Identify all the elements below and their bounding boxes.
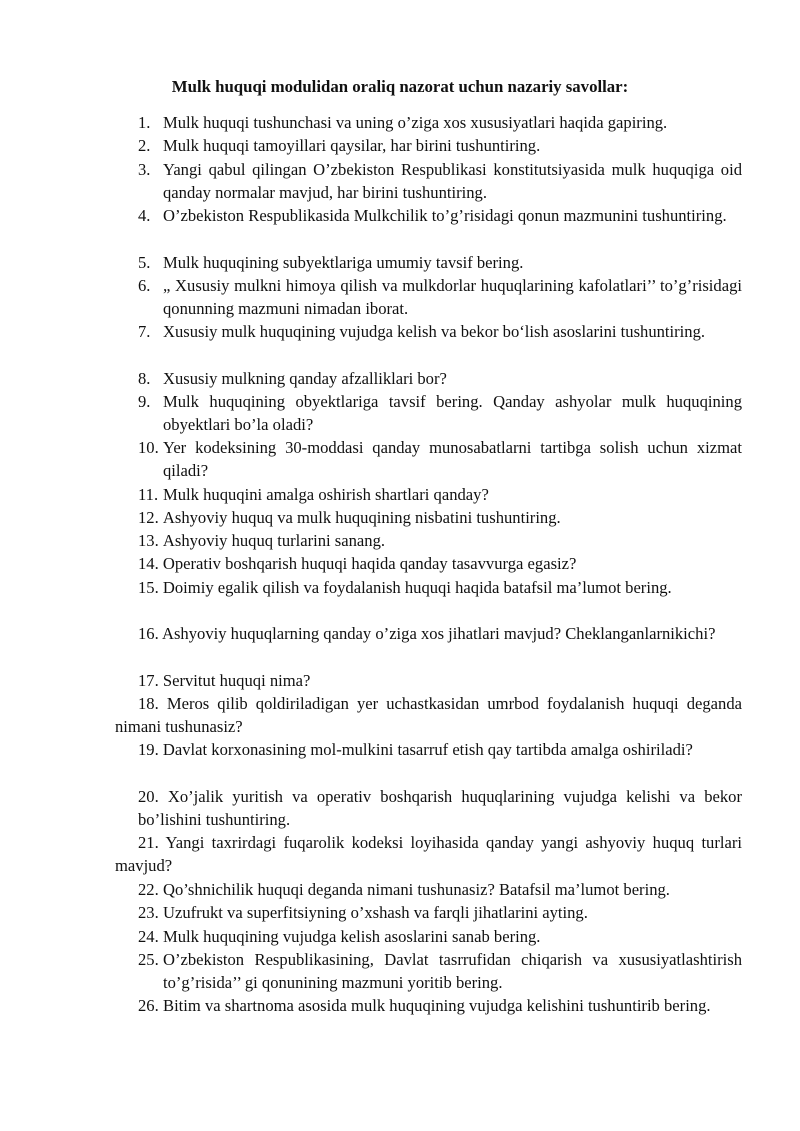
question-text: Mulk huquqini amalga oshirish shartlari qanday? [163, 485, 489, 504]
question-text: Mulk huquqi tamoyillari qaysilar, har birini tushuntiring. [163, 136, 541, 155]
question-number: 23. [138, 903, 159, 922]
question-text: Xo’jalik yuritish va operativ boshqarish huquqlarining vujudga kelishi va bekor bo’lishini tushuntiring. [138, 787, 742, 830]
question-text: Xususiy mulk huquqining vujudga kelish va bekor bo‘lish asoslarini tushuntiring. [163, 322, 706, 341]
question-number: 26. [138, 996, 159, 1015]
question-text: Mulk huquqining vujudga kelish asoslarini sanab bering. [163, 927, 541, 946]
question-number: 20. [138, 787, 159, 806]
question-number: 10. [138, 438, 159, 457]
question-number: 7. [138, 322, 151, 341]
question-text: Xususiy mulkning qanday afzalliklari bor? [163, 369, 447, 388]
question-number: 24. [138, 927, 159, 946]
question-text: Mulk huquqining obyektlariga tavsif bering. Qanday ashyolar mulk huquqining obyektlari bo’la oladi? [163, 392, 742, 435]
question-number: 8. [138, 369, 151, 388]
question-text: Yer kodeksining 30-moddasi qanday munosabatlarni tartibga solish uchun xizmat qiladi? [163, 438, 742, 481]
question-number: 19. [138, 740, 159, 759]
question-number: 11. [138, 485, 159, 504]
question-text: „ Xususiy mulkni himoya qilish va mulkdorlar huquqlarining kafolatlari’’ to’g’risidagi qonunning mazmuni nimadan iborat. [163, 276, 742, 319]
question-text: Yangi qabul qilingan O’zbekiston Respublikasi konstitutsiyasida mulk huquqiga oid qanday normalar mavjud, har birini tushuntiring. [163, 160, 742, 203]
question-number: 5. [138, 253, 151, 272]
question-number: 25. [138, 950, 159, 969]
question-number: 18. [138, 694, 159, 713]
question-text: Mulk huquqi tushunchasi va uning o’ziga xos xususiyatlari haqida gapiring. [163, 113, 668, 132]
question-number: 4. [138, 206, 151, 225]
question-number: 15. [138, 578, 159, 597]
question-text: Operativ boshqarish huquqi haqida qanday tasavvurga egasiz? [162, 554, 577, 573]
page-title: Mulk huquqi modulidan oraliq nazorat uchun nazariy savollar: [171, 77, 629, 96]
question-number: 16. [138, 624, 159, 643]
question-number: 14. [138, 554, 159, 573]
question-text: Davlat korxonasining mol-mulkini tasarruf etish qay tartibda amalga oshiriladi? [162, 740, 693, 759]
question-text: Meros qilib qoldiriladigan yer uchastkasidan umrbod foydalanish huquqi deganda nimani tushunasiz? [115, 694, 742, 737]
question-number: 22. [138, 880, 159, 899]
question-text: Doimiy egalik qilish va foydalanish huquqi haqida batafsil ma’lumot bering. [162, 578, 672, 597]
question-text: Ashyoviy huquqlarning qanday o’ziga xos jihatlari mavjud? Cheklanganlarnikichi? [161, 624, 716, 643]
question-text: Ashyoviy huquq turlarini sanang. [162, 531, 386, 550]
question-number: 9. [138, 392, 151, 411]
question-number: 13. [138, 531, 159, 550]
question-text: O’zbekiston Respublikasida Mulkchilik to’g’risidagi qonun mazmunini tushuntiring. [163, 206, 727, 225]
question-number: 2. [138, 136, 151, 155]
question-text: Bitim va shartnoma asosida mulk huquqining vujudga kelishini tushuntirib bering. [163, 996, 711, 1015]
question-number: 12. [138, 508, 159, 527]
question-text: O’zbekiston Respublikasining, Davlat tasrrufidan chiqarish va xususiyatlashtirish to’g’risida’’ gi qonunining mazmuni yoritib bering. [163, 950, 742, 993]
question-number: 3. [138, 160, 151, 179]
question-number: 21. [138, 833, 159, 852]
question-text: Qo’shnichilik huquqi deganda nimani tushunasiz? Batafsil ma’lumot bering. [163, 880, 670, 899]
question-text: Mulk huquqining subyektlariga umumiy tavsif bering. [163, 253, 524, 272]
question-number: 1. [138, 113, 151, 132]
question-text: Servitut huquqi nima? [162, 671, 311, 690]
question-number: 17. [138, 671, 159, 690]
question-number: 6. [138, 276, 151, 295]
question-text: Yangi taxrirdagi fuqarolik kodeksi loyihasida qanday yangi ashyoviy huquq turlari mavjud? [115, 833, 742, 876]
question-text: Uzufrukt va superfitsiyning o’xshash va farqli jihatlarini ayting. [163, 903, 588, 922]
question-text: Ashyoviy huquq va mulk huquqining nisbatini tushuntiring. [162, 508, 561, 527]
